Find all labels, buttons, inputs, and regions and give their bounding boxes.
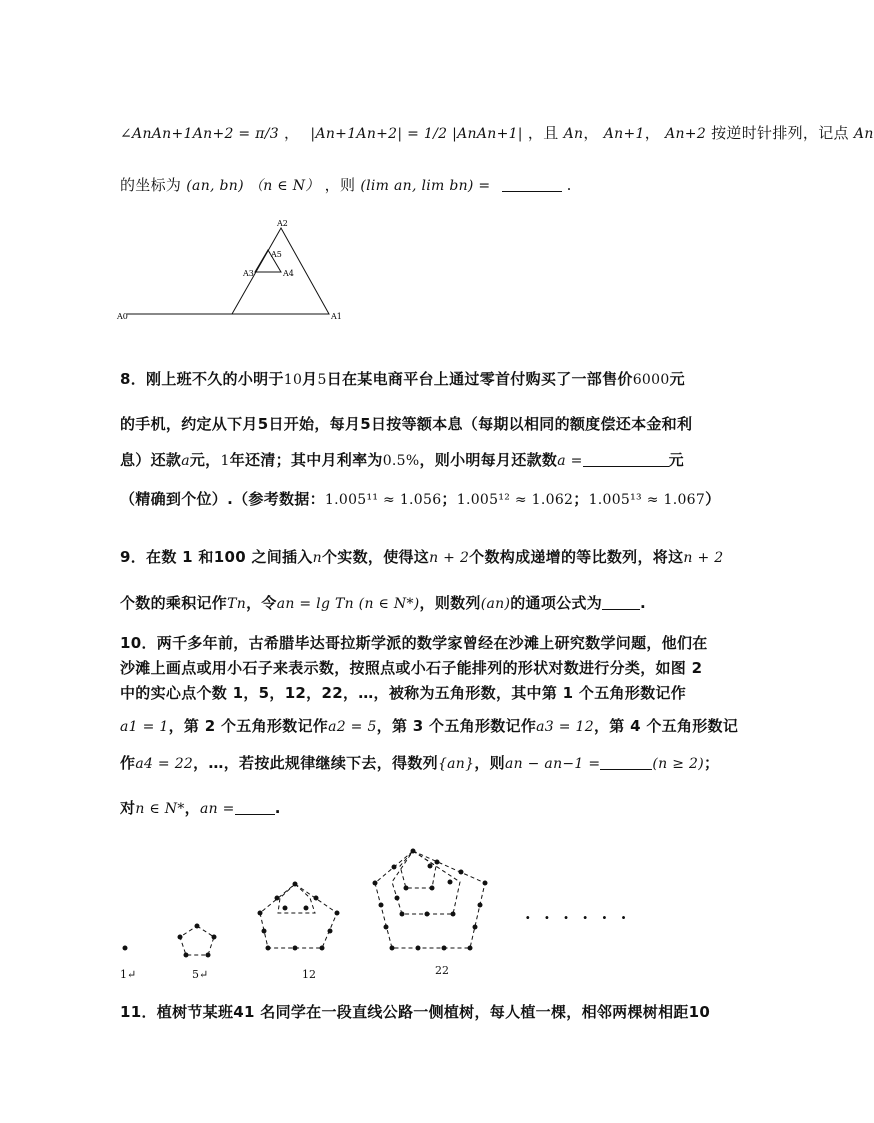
label-a0: A0	[117, 312, 128, 321]
q8-line-1: 8．刚上班不久的小明于10月5日在某电商平台上通过零首付购买了一部售价6000元	[120, 370, 685, 388]
q10-line-3: 中的实心点个数 1，5，12，22，…，被称为五角形数，其中第 1 个五角形数记作	[120, 684, 687, 702]
label-a3: A3	[243, 269, 254, 278]
q10-line-6: 对n ∈ N*，an = .	[120, 799, 281, 817]
q10-line-1: 10．两千多年前，古希腊毕达哥拉斯学派的数学家曾经在沙滩上研究数学问题，他们在	[120, 634, 708, 652]
label-1: 1↵	[120, 968, 137, 981]
q9-line-2: 个数的乘积记作Tn，令an = lg Tn (n ∈ N*)，则数列(an)的通项公式为 .	[120, 594, 647, 612]
q11-line-1: 11．植树节某班41 名同学在一段直线公路一侧植树，每人植一棵，相邻两棵树相距10	[120, 1003, 711, 1021]
q7-triangle-figure	[115, 212, 355, 327]
pentagonal-numbers-figure	[110, 838, 630, 983]
label-5: 5↵	[192, 968, 209, 981]
answer-blank	[600, 755, 652, 770]
continuation-dots: · · · · · ·	[525, 908, 631, 927]
q10-line-2: 沙滩上画点或用小石子来表示数，按照点或小石子能排列的形状对数进行分类，如图 2	[120, 659, 703, 677]
coordinate-expression: (an, bn)	[186, 178, 244, 194]
label-a1: A1	[331, 312, 342, 321]
q10-line-4: a1 = 1，第 2 个五角形数记作a2 = 5，第 3 个五角形数记作a3 = 12，第 4 个五角形数记	[120, 717, 739, 735]
label-a2: A2	[277, 219, 288, 228]
q8-line-2: 的手机，约定从下月5日开始，每月5日按等额本息（每期以相同的额度偿还本金和利	[120, 415, 693, 433]
answer-blank	[583, 452, 669, 467]
label-22: 22	[435, 964, 449, 977]
angle-expression: ∠AnAn+1An+2 = π/3	[120, 126, 279, 142]
answer-blank	[502, 177, 562, 192]
dot	[123, 946, 128, 951]
q8-line-3: 息）还款a元，1年还清；其中月利率为0.5%，则小明每月还款数a = 元	[120, 451, 684, 469]
q7-line-2: 的坐标为 (an, bn) （n ∈ N） ，则 (lim an, lim bn) = .	[120, 176, 572, 194]
q9-line-1: 9．在数 1 和100 之间插入n个实数，使得这n + 2个数构成递增的等比数列，将这n + 2	[120, 548, 724, 566]
distance-expression: |An+1An+2| = 1/2 |AnAn+1|	[310, 126, 523, 142]
label-a5: A5	[271, 250, 282, 259]
label-a4: A4	[283, 269, 294, 278]
q7-line-1: ∠AnAn+1An+2 = π/3 ， |An+1An+2| = 1/2 |AnAn+1| ，且 An， An+1， An+2 按逆时针排列，记点 An	[120, 124, 874, 142]
limit-expression: (lim an, lim bn) =	[360, 178, 491, 194]
q10-line-5: 作a4 = 22，…，若按此规律继续下去，得数列{an}，则an − an−1 = (n ≥ 2)；	[120, 754, 720, 772]
q8-line-4: （精确到个位）.（参考数据：1.005¹¹ ≈ 1.056；1.005¹² ≈ 1.062；1.005¹³ ≈ 1.067）	[120, 490, 721, 508]
answer-blank	[602, 595, 640, 610]
answer-blank	[235, 800, 275, 815]
label-12: 12	[302, 968, 316, 981]
